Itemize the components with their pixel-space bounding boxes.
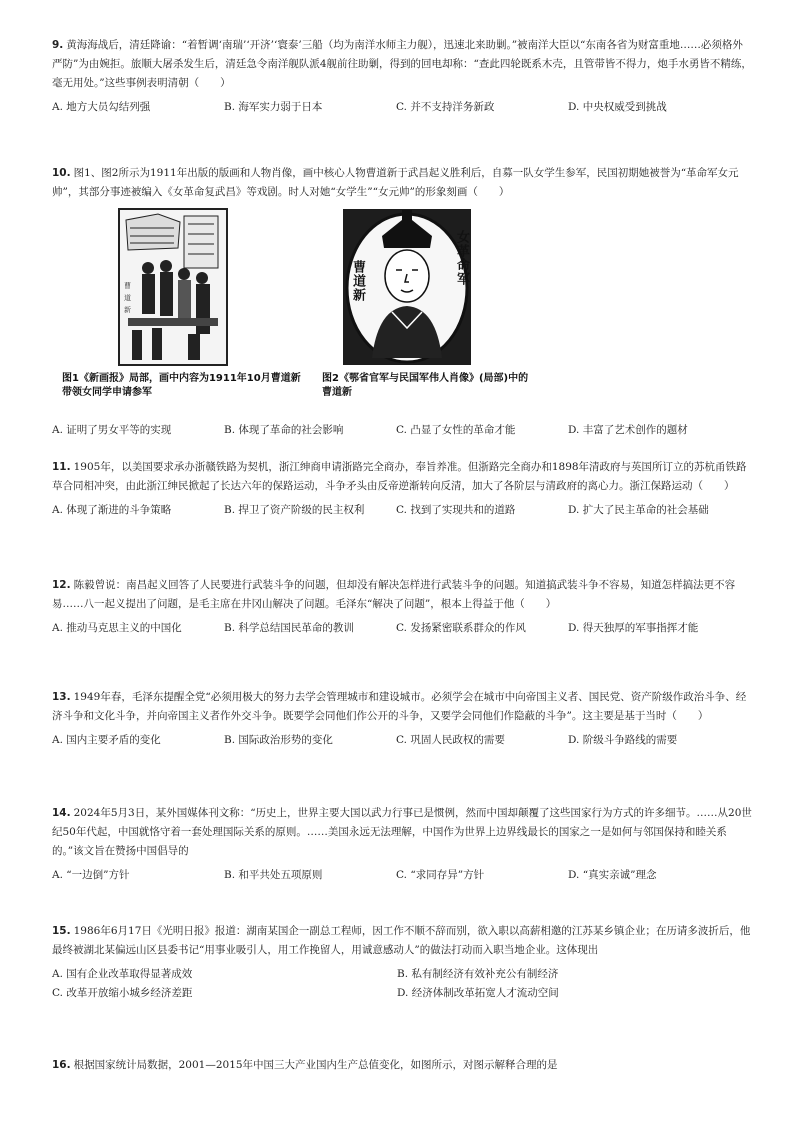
svg-text:道: 道 (124, 294, 131, 302)
option-a[interactable]: A. “一边倒”方针 (52, 869, 130, 881)
option-c[interactable]: C. 发扬紧密联系群众的作风 (396, 622, 526, 634)
question-stem: 13. 1949年春，毛泽东提醒全党“必须用极大的努力去学会管理城市和建设城市。必须学会在城市中向帝国主义者、国民党、资产阶级作政治斗争、经济斗争和文化斗争，并向帝国主义者作外交斗争。既要学会同他们作公开的斗争，又要学会同他们作隐蔽的斗争”。这主要是基于当时（ ） (52, 691, 747, 722)
option-b[interactable]: B. 科学总结国民革命的教训 (224, 622, 354, 634)
option-a[interactable]: A. 地方大员勾结列强 (52, 101, 151, 113)
option-c[interactable]: C. 改革开放缩小城乡经济差距 (52, 987, 193, 999)
option-b[interactable]: B. 和平共处五项原则 (224, 869, 323, 881)
option-c[interactable]: C. 凸显了女性的革命才能 (396, 424, 516, 436)
question-12 (52, 576, 752, 635)
option-b[interactable]: B. 体现了革命的社会影响 (224, 424, 344, 436)
question-stem: 12. 陈毅曾说：南昌起义回答了人民要进行武装斗争的问题，但却没有解决怎样进行武装斗争的问题。知道搞武装斗争不容易，知道怎样搞法更不容易……八一起义提出了问题，是毛主席在井冈山解决了问题。毛泽东“解决了问题”，根本上得益于他（ ） (52, 579, 736, 610)
question-stem: 11. 1905年，以美国要求承办浙赣铁路为契机，浙江绅商申请浙路完全商办，奉旨养准。但浙路完全商办和1898年清政府与英国所订立的苏杭甬铁路草合同相冲突，由此浙江绅民掀起了长达六年的保路运动，斗争矛头由反帝逆渐转向反清，加大了各阶层与清政府的离心力。浙江保路运动（ ） (52, 461, 747, 492)
figure-1-woodcut-image (118, 208, 228, 366)
option-b[interactable]: B. 国际政治形势的变化 (224, 734, 333, 746)
option-a[interactable]: A. 推动马克思主义的中国化 (52, 622, 182, 634)
option-a[interactable]: A. 国内主要矛盾的变化 (52, 734, 161, 746)
svg-text:新: 新 (124, 306, 131, 314)
options (52, 99, 752, 114)
figure-2-label-left: 曹道新 (350, 260, 365, 302)
options (52, 620, 752, 635)
question-14 (52, 804, 752, 882)
option-a[interactable]: A. 国有企业改革取得显著成效 (52, 968, 193, 980)
options (52, 732, 752, 747)
option-d[interactable]: D. “真实亲诚”理念 (568, 869, 657, 881)
option-c[interactable]: C. 并不支持洋务新政 (396, 101, 495, 113)
option-a[interactable]: A. 证明了男女平等的实现 (52, 424, 172, 436)
question-stem: 14. 2024年5月3日，某外国媒体刊文称：“历史上，世界主要大国以武力行事已是惯例，然而中国却颠覆了这些国家行为方式的许多细节。……从20世纪50年代起，中国就恪守着一套处理国际关系的原则。……美国永远无法理解，中国作为世界上边界线最长的国家之一是如何与邻国保持和睦关系的。”该文旨在赞扬中国倡导的 (52, 807, 752, 857)
options (52, 502, 752, 517)
question-15 (52, 922, 752, 1000)
figures (52, 208, 752, 418)
svg-text:曹: 曹 (124, 282, 131, 290)
options (52, 422, 752, 437)
option-c[interactable]: C. 巩固人民政权的需要 (396, 734, 505, 746)
option-c[interactable]: C. “求同存异”方针 (396, 869, 485, 881)
options (52, 867, 752, 882)
option-d[interactable]: D. 扩大了民主革命的社会基础 (568, 504, 709, 516)
option-c[interactable]: C. 找到了实现共和的道路 (396, 504, 516, 516)
option-d[interactable]: D. 经济体制改革拓宽人才流动空间 (397, 987, 559, 999)
question-stem: 10. 图1、图2所示为1911年出版的版画和人物肖像，画中核心人物曹道新于武昌起义胜利后，自募一队女学生参军，民国初期她被誉为“革命军女元帅”，其部分事迹被编入《女革命复武昌》等戏剧。时人对她“女学生”“女元帅”的形象刻画（ ） (52, 167, 739, 198)
question-stem: 9. 黄海海战后，清廷降谕：“着暂调‘南瑞’‘开济’‘寰泰’三船（均为南洋水师主力舰），迅速北来助剿。”被南洋大臣以“东南各省为财富重地……必须格外严防”为由婉拒。旅顺大屠杀发生后，清廷急令南洋舰队派4舰前往助剿，得到的回电却称：“查此四轮既系木壳，且管带皆不得力，炮手水勇皆不精练，毫无用处。”这些事例表明清朝（ ） (52, 39, 752, 89)
question-stem: 16. 根据国家统计局数据，2001—2015年中国三大产业国内生产总值变化，如图所示，对图示解释合理的是 (52, 1059, 558, 1071)
option-b[interactable]: B. 私有制经济有效补充公有制经济 (397, 968, 559, 980)
options (52, 966, 752, 1000)
question-stem: 15. 1986年6月17日《光明日报》报道：湖南某国企一副总工程师，因工作不顺不辞而别，欲入职以高薪相邀的江苏某乡镇企业；在历请多波折后，他最终被湖北某偏远山区县委书记“用事业吸引人，用工作挽留人，用诚意感动人”的做法打动而入职当地企业。这体现出 (52, 925, 751, 956)
option-a[interactable]: A. 体现了渐进的斗争策略 (52, 504, 172, 516)
option-d[interactable]: D. 丰富了艺术创作的题材 (568, 424, 688, 436)
question-13 (52, 688, 752, 747)
question-9 (52, 36, 752, 114)
option-b[interactable]: B. 海军实力弱于日本 (224, 101, 323, 113)
option-d[interactable]: D. 中央权威受到挑战 (568, 101, 667, 113)
figure-2-label-right: 女革命军 (454, 230, 469, 286)
question-10 (52, 164, 752, 437)
figure-1-caption: 图1《新画报》局部，画中内容为1911年10月曹道新带领女同学申请参军 (62, 373, 301, 398)
figure-2-caption: 图2《鄂省官军与民国军伟人肖像》(局部)中的曹道新 (322, 373, 529, 398)
question-16 (52, 1056, 752, 1075)
option-d[interactable]: D. 阶级斗争路线的需要 (568, 734, 678, 746)
option-b[interactable]: B. 捍卫了资产阶级的民主权利 (224, 504, 365, 516)
option-d[interactable]: D. 得天独厚的军事指挥才能 (568, 622, 699, 634)
question-11 (52, 458, 752, 517)
